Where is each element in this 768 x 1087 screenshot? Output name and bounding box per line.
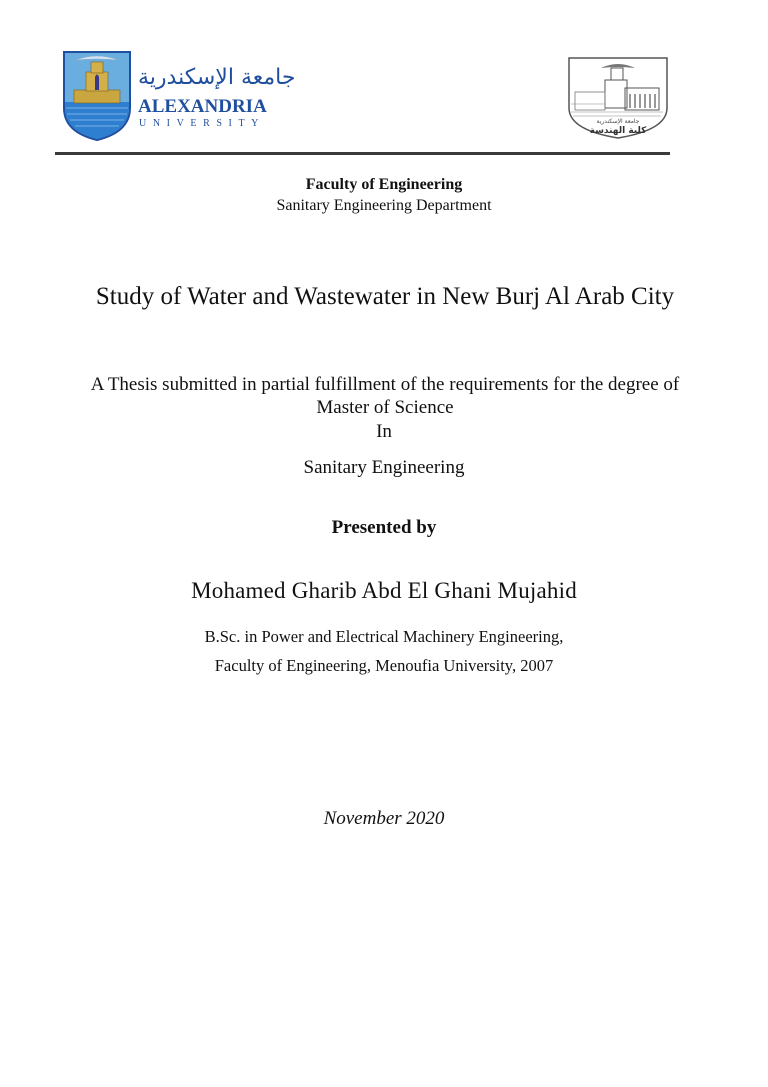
faculty-name: Faculty of Engineering xyxy=(305,176,463,193)
author-degree-line-2: Faculty of Engineering, Menoufia University, 2007 xyxy=(214,656,554,675)
department-name: Sanitary Engineering Department xyxy=(276,197,492,214)
arabic-university-name: جامعة الإسكندرية xyxy=(138,65,296,90)
faculty-of-engineering-emblem-icon xyxy=(567,56,669,140)
author-degree-line-1: B.Sc. in Power and Electrical Machinery Engineering, xyxy=(204,627,564,646)
emblem-university-arabic: جامعة الإسكندرية xyxy=(596,118,640,125)
thesis-statement: A Thesis submitted in partial fulfillment of the requirements for the degree of Master of Science xyxy=(90,374,680,418)
author-name: Mohamed Gharib Abd El Ghani Mujahid xyxy=(191,578,577,603)
presented-by-label: Presented by xyxy=(331,517,437,538)
in-label: In xyxy=(376,421,392,442)
field-of-study: Sanitary Engineering xyxy=(303,457,465,478)
alexandria-university-logo-icon xyxy=(62,50,296,142)
university-subname: UNIVERSITY xyxy=(139,118,265,129)
alexandria-university-logo xyxy=(62,50,296,142)
emblem-faculty-arabic: كلية الهندسة xyxy=(589,126,647,136)
header-divider xyxy=(55,152,670,155)
thesis-title: Study of Water and Wastewater in New Burj Al Arab City xyxy=(95,283,675,310)
university-name: ALEXANDRIA xyxy=(138,96,267,117)
submission-date: November 2020 xyxy=(323,808,445,829)
faculty-of-engineering-emblem xyxy=(567,56,669,140)
